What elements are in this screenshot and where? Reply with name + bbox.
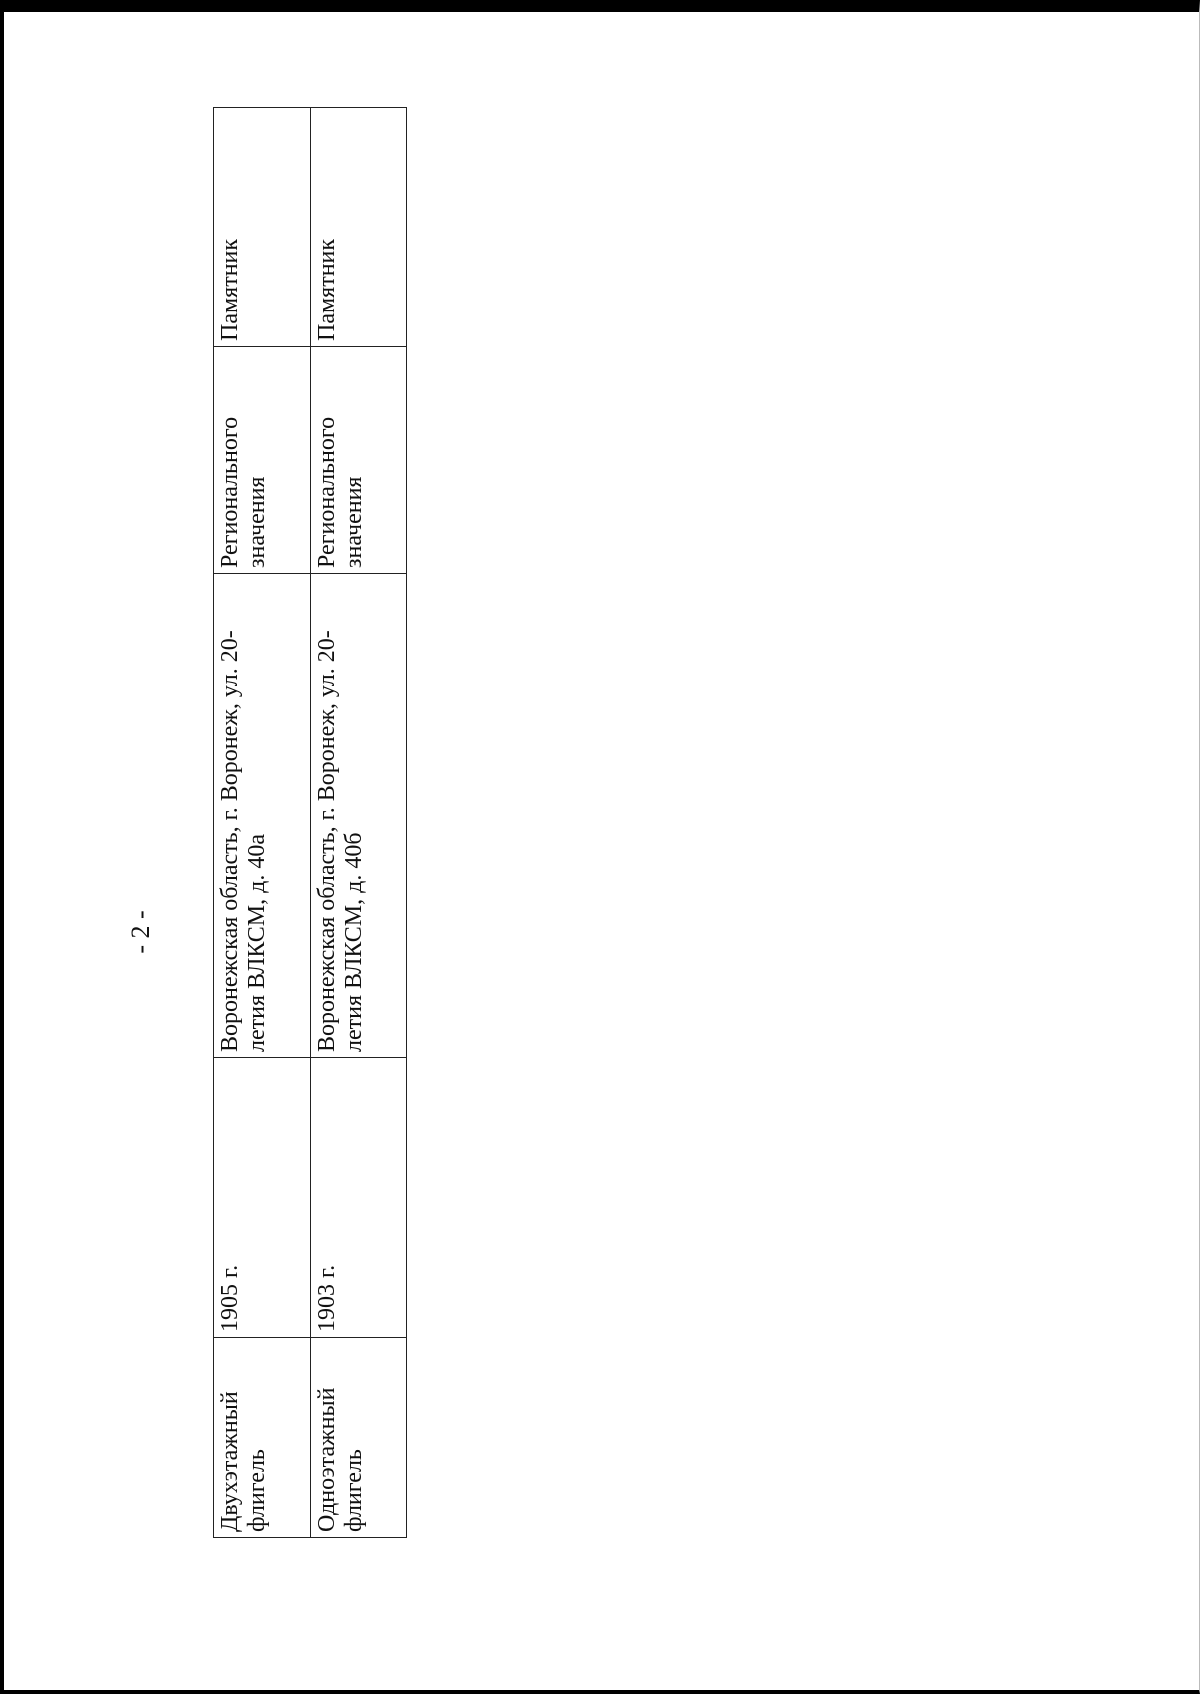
- page-number: - 2 -: [126, 910, 155, 954]
- significance-category-cell: Регионального значения: [310, 347, 407, 574]
- construction-date-cell: 1903 г.: [310, 1058, 407, 1338]
- object-type-cell: Памятник: [214, 108, 311, 347]
- table-row: [310, 108, 407, 1538]
- address-cell: Воронежская область, г. Воронеж, ул. 20-летия ВЛКСМ, д. 40б: [310, 574, 407, 1058]
- object-type-cell: Памятник: [310, 108, 407, 347]
- table-row: [214, 108, 311, 1538]
- heritage-objects-table: [213, 107, 407, 1538]
- object-name-cell: Одноэтажный флигель: [310, 1338, 407, 1538]
- significance-category-cell: Регионального значения: [214, 347, 311, 574]
- heritage-table-container: [213, 108, 407, 1538]
- construction-date-cell: 1905 г.: [214, 1058, 311, 1338]
- address-cell: Воронежская область, г. Воронеж, ул. 20-летия ВЛКСМ, д. 40а: [214, 574, 311, 1058]
- object-name-cell: Двухэтажный флигель: [214, 1338, 311, 1538]
